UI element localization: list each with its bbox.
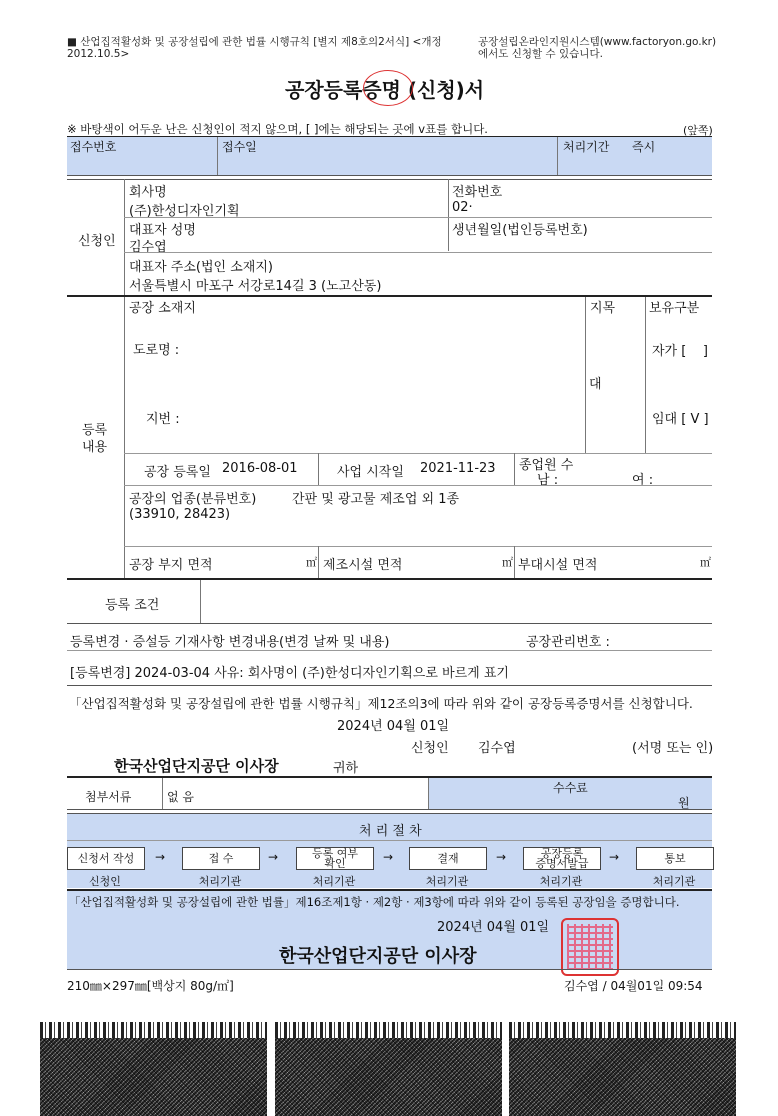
aux-area-label: 부대시설 면적	[518, 558, 598, 573]
company-name-label: 회사명	[129, 185, 167, 200]
barcode-icon	[275, 1038, 502, 1116]
step-approval-actor: 처리기관	[425, 875, 469, 888]
change-entry: [등록변경] 2024-03-04 사유: 회사명이 (주)한성디자인기획으로 바르게 표기	[70, 666, 509, 681]
step-verification-actor: 처리기관	[312, 875, 356, 888]
arrow-icon: →	[383, 850, 394, 864]
applicant-section-label: 신청인	[78, 234, 116, 249]
applicant-sign-name: 김수엽	[478, 741, 516, 756]
birth-date-label: 생년월일(법인등록번호)	[452, 223, 588, 238]
arrow-icon: →	[268, 850, 279, 864]
lot-address-label: 지번 :	[146, 412, 180, 427]
attachments-label: 첨부서류	[85, 790, 132, 804]
employees-male: 남 :	[537, 473, 559, 488]
land-category-value: 대	[589, 377, 602, 392]
representative-name-label: 대표자 성명	[129, 223, 196, 238]
form-title: 공장등록증명 (신청)서	[285, 78, 485, 102]
step-issuance: 공장등록 증명서발급	[523, 847, 601, 870]
issued-by-stamp: 김수엽 / 04월01일 09:54	[564, 979, 703, 993]
instruction-text: ※ 바탕색이 어두운 난은 신청인이 적지 않으며, [ ]에는 해당되는 곳에 v표를 합니다.	[67, 122, 488, 136]
step-verification: 등록 여부 확인	[296, 847, 374, 870]
ownership-label: 보유구분	[649, 301, 700, 316]
representative-name-value: 김수엽	[129, 240, 167, 255]
processing-period-label: 처리기간	[563, 140, 610, 154]
recipient-name: 한국산업단지공단 이사장	[114, 757, 279, 775]
site-area-unit: ㎡	[306, 556, 317, 569]
red-circle-annotation	[363, 70, 413, 106]
certification-date: 2024년 04월 01일	[437, 920, 550, 935]
attachments-value: 없 음	[167, 790, 194, 804]
step-application: 신청서 작성	[67, 847, 145, 870]
industry-codes: (33910, 28423)	[129, 507, 231, 522]
fee-unit: 원	[678, 796, 690, 810]
changes-label: 등록변경 · 증설등 기재사항 변경내용(변경 날짜 및 내용)	[70, 635, 390, 650]
step-issuance-actor: 처리기관	[539, 875, 583, 888]
industry-value: 간판 및 광고물 제조업 외 1종	[292, 492, 460, 507]
registration-date-label: 공장 등록일	[144, 465, 211, 480]
barcode-icon	[40, 1038, 267, 1116]
application-statement: 「산업집적활성화 및 공장설립에 관한 법률 시행규칙」제12조의3에 따라 위와 같이 공장등록증명서를 신청합니다.	[69, 696, 693, 711]
issuer-name: 한국산업단지공단 이사장	[279, 946, 477, 967]
registration-date-value: 2016-08-01	[222, 461, 298, 476]
barcode-icon	[509, 1022, 736, 1038]
barcode-icon	[509, 1038, 736, 1116]
processing-period-value: 즉시	[632, 140, 656, 154]
aux-area-unit: ㎡	[700, 556, 711, 569]
procedure-title: 처 리 절 차	[359, 824, 422, 839]
address-value: 서울특별시 마포구 서강로14길 3 (노고산동)	[129, 279, 382, 294]
registration-conditions-label: 등록 조건	[105, 598, 160, 613]
fee-label: 수수료	[553, 781, 588, 795]
paper-specification: 210㎜×297㎜[백상지 80g/㎡]	[67, 979, 234, 993]
application-date: 2024년 04월 01일	[337, 719, 450, 734]
registration-section-label: 등록 내용	[82, 423, 108, 455]
company-name-value: (주)한성디자인기획	[129, 204, 240, 219]
official-seal	[561, 918, 619, 976]
factory-location-label: 공장 소재지	[129, 301, 196, 316]
step-application-actor: 신청인	[89, 875, 121, 888]
employees-female: 여 :	[632, 473, 654, 488]
factory-management-number-label: 공장관리번호 :	[526, 635, 610, 650]
signature-label: (서명 또는 인)	[632, 741, 714, 756]
step-notification-actor: 처리기관	[652, 875, 696, 888]
arrow-icon: →	[609, 850, 620, 864]
ownership-own-option[interactable]: 자가 [ ]	[652, 344, 708, 359]
phone-label: 전화번호	[452, 185, 503, 200]
employees-label: 종업원 수	[519, 458, 574, 473]
step-approval: 결재	[409, 847, 487, 870]
step-receipt-actor: 처리기관	[198, 875, 242, 888]
certification-statement: 「산업집적활성화 및 공장설립에 관한 법률」제16조제1항 · 제2항 · 제3항에 따라 위와 같이 등록된 공장임을 증명합니다.	[69, 895, 680, 909]
business-start-value: 2021-11-23	[420, 461, 496, 476]
ownership-lease-option[interactable]: 임대 [ V ]	[652, 412, 709, 427]
receipt-row	[67, 137, 712, 175]
business-start-label: 사업 시작일	[337, 465, 404, 480]
regulation-reference: ■ 산업집적활성화 및 공장설립에 관한 법률 시행규칙 [별지 제8호의2서식] <개정 2012.10.5>	[67, 36, 442, 60]
recipient-honorific: 귀하	[333, 761, 359, 776]
page-side-note: (앞쪽)	[683, 124, 713, 137]
road-address-label: 도로명 :	[133, 343, 180, 358]
arrow-icon: →	[155, 850, 166, 864]
mfg-area-unit: ㎡	[502, 556, 513, 569]
step-notification: 통보	[636, 847, 714, 870]
site-area-label: 공장 부지 면적	[129, 558, 213, 573]
step-receipt: 접 수	[182, 847, 260, 870]
industry-label: 공장의 업종(분류번호)	[129, 492, 257, 507]
address-label: 대표자 주소(법인 소재지)	[129, 260, 273, 275]
land-category-label: 지목	[590, 301, 616, 316]
phone-value: 02·	[452, 200, 473, 215]
receipt-date-label: 접수일	[222, 140, 257, 154]
barcode-icon	[40, 1022, 267, 1038]
arrow-icon: →	[496, 850, 507, 864]
receipt-number-label: 접수번호	[70, 140, 117, 154]
barcode-icon	[275, 1022, 502, 1038]
applicant-sign-label: 신청인	[411, 741, 449, 756]
online-notice: 공장설립온라인지원시스템(www.factoryon.go.kr)에서도 신청할 수 있습니다.	[478, 36, 717, 60]
mfg-area-label: 제조시설 면적	[323, 558, 403, 573]
